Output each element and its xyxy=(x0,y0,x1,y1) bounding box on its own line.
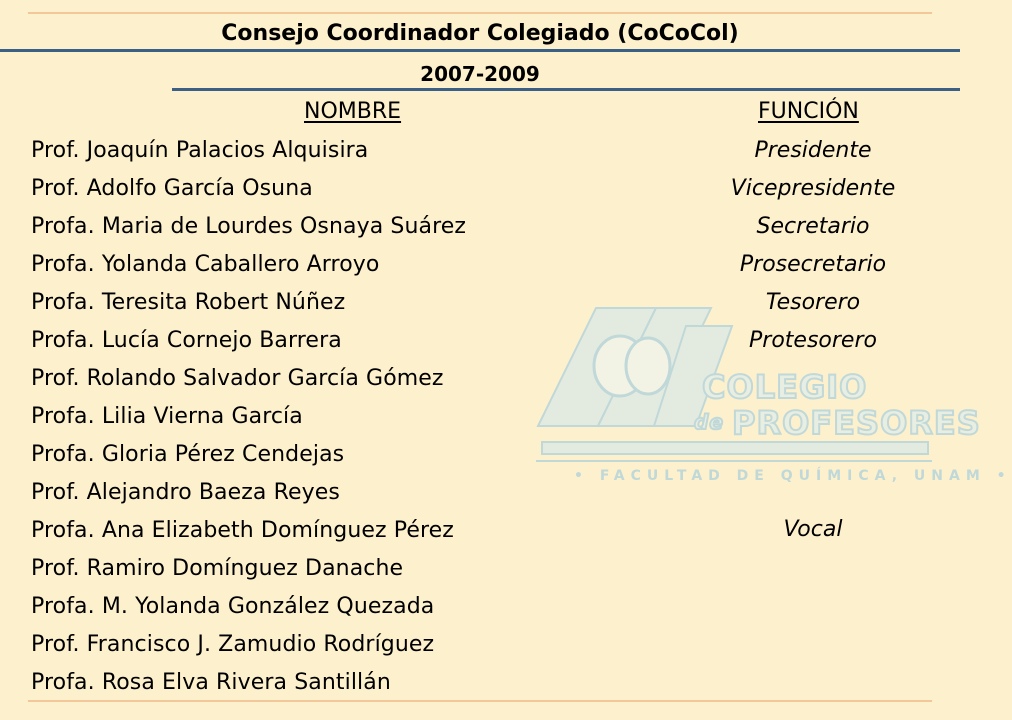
page-title: Consejo Coordinador Colegiado (CoCoCol) xyxy=(221,21,739,46)
member-name-list xyxy=(31,132,466,702)
bottom-border-line xyxy=(28,700,932,702)
member-name: Profa. Ana Elizabeth Domínguez Pérez xyxy=(31,518,454,543)
member-name: Profa. Lilia Vierna García xyxy=(31,404,303,429)
logo-profesores-text: PROFESORES xyxy=(732,404,981,442)
member-name: Profa. Lucía Cornejo Barrera xyxy=(31,328,342,353)
member-name: Profa. Gloria Pérez Cendejas xyxy=(31,442,345,467)
function-list xyxy=(700,132,926,360)
vocal-function-label: Vocal xyxy=(783,517,843,542)
member-name: Prof. Joaquín Palacios Alquisira xyxy=(31,138,369,163)
logo-colegio-text: COLEGIO xyxy=(702,368,868,406)
top-border-line xyxy=(28,12,932,14)
title-underline-bar xyxy=(0,49,960,52)
member-name: Profa. Rosa Elva Rivera Santillán xyxy=(31,670,391,695)
member-name: Profa. M. Yolanda González Quezada xyxy=(31,594,435,619)
period-subtitle: 2007-2009 xyxy=(420,62,540,86)
member-name: Prof. Francisco J. Zamudio Rodríguez xyxy=(31,632,435,657)
function-label: Vicepresidente xyxy=(730,176,896,201)
member-name: Prof. Alejandro Baeza Reyes xyxy=(31,480,340,505)
member-name: Profa. Maria de Lourdes Osnaya Suárez xyxy=(31,214,467,239)
function-label: Secretario xyxy=(756,214,870,239)
subtitle-underline-bar xyxy=(172,88,960,91)
member-name: Prof. Adolfo García Osuna xyxy=(31,176,313,201)
member-name: Prof. Ramiro Domínguez Danache xyxy=(31,556,404,581)
logo-de-text: de xyxy=(694,410,724,434)
member-name: Profa. Yolanda Caballero Arroyo xyxy=(31,252,380,277)
name-column-header: NOMBRE xyxy=(304,99,402,124)
member-name: Profa. Teresita Robert Núñez xyxy=(31,290,346,315)
function-label: Tesorero xyxy=(765,290,861,315)
function-label: Presidente xyxy=(754,138,872,163)
logo-faculty-text: • FACULTAD DE QUÍMICA, UNAM • xyxy=(574,468,1012,484)
function-column-header: FUNCIÓN xyxy=(758,99,859,124)
member-name: Prof. Rolando Salvador García Gómez xyxy=(31,366,444,391)
function-label: Protesorero xyxy=(749,328,877,353)
function-label: Prosecretario xyxy=(739,252,887,277)
